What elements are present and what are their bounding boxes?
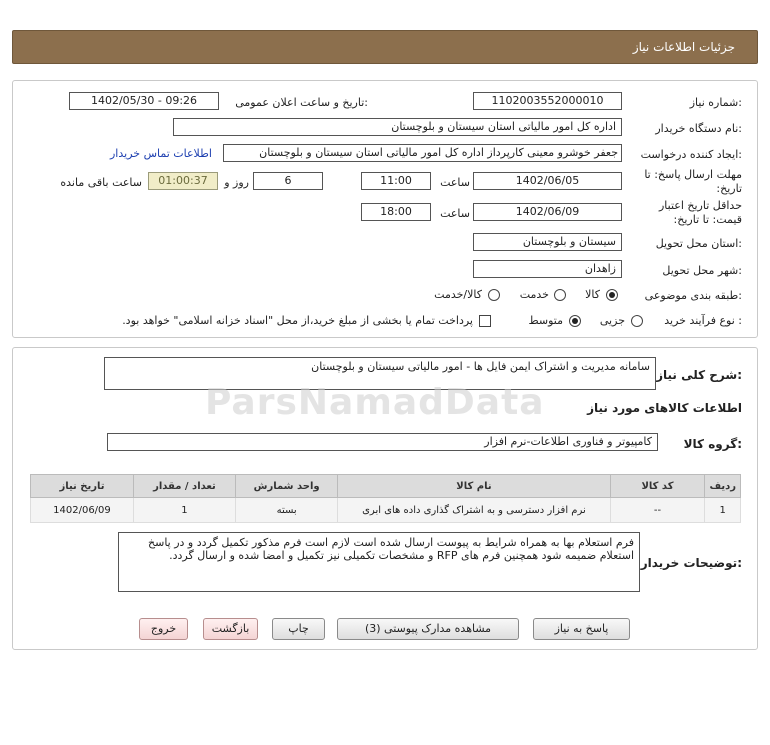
process-radio-medium[interactable] <box>569 315 581 327</box>
goods-table <box>30 474 741 523</box>
treasury-payment-checkbox[interactable] <box>479 315 491 327</box>
cell-quantity: 1 <box>133 498 235 523</box>
announce-label: تاریخ و ساعت اعلان عمومی: <box>235 96 368 109</box>
col-row-number: ردیف <box>705 475 741 498</box>
print-button[interactable]: چاپ <box>272 618 325 640</box>
reply-button[interactable]: پاسخ به نیاز <box>533 618 630 640</box>
process-option-medium: متوسط <box>528 314 563 327</box>
need-desc-field: سامانه مدیریت و اشتراک ایمن فایل ها - امور مالیاتی سیستان و بلوچستان <box>104 357 656 390</box>
delivery-province-label: استان محل تحویل: <box>655 237 742 250</box>
buyer-org-field: اداره کل امور مالیاتی استان سیستان و بلوچستان <box>173 118 622 136</box>
table-row <box>31 498 741 523</box>
reply-date-field: 1402/06/05 <box>473 172 622 190</box>
category-label: طبقه بندی موضوعی: <box>644 289 742 302</box>
col-goods-code: کد کالا <box>610 475 705 498</box>
validity-label: حداقل تاریخ اعتبار قیمت: تا تاریخ: <box>658 199 742 226</box>
validity-time-field: 18:00 <box>361 203 431 221</box>
cell-need-date: 1402/06/09 <box>31 498 134 523</box>
buyer-notes-field: فرم استعلام بها به همراه شرایط به پیوست ارسال شده است لازم است فرم مذکور تکمیل گردد و در پاسخ استعلام ضمیمه شود همچنین فرم های RFP و مشخصات تکمیلی نیز تکمیل و امضا شده و ارسال گردد. <box>118 532 640 592</box>
page-header <box>12 30 758 64</box>
days-label: روز و <box>224 176 249 189</box>
goods-group-label: گروه کالا: <box>683 437 742 451</box>
validity-time-label: ساعت <box>440 207 470 220</box>
process-radio-minor[interactable] <box>631 315 643 327</box>
category-radio-goods-service[interactable] <box>488 289 500 301</box>
announce-field: 1402/05/30 - 09:26 <box>69 92 219 110</box>
reply-time-label: ساعت <box>440 176 470 189</box>
col-quantity: تعداد / مقدار <box>133 475 235 498</box>
process-option-minor: جزیی <box>599 314 625 327</box>
days-field: 6 <box>253 172 323 190</box>
attachments-button[interactable]: مشاهده مدارک پیوستی (3) <box>337 618 519 640</box>
category-radio-service[interactable] <box>554 289 566 301</box>
watermark-logo: ParsNamadData <box>205 382 545 423</box>
buyer-org-label: نام دستگاه خریدار: <box>655 122 742 135</box>
back-button[interactable]: بازگشت <box>203 618 258 640</box>
category-option-service: خدمت <box>519 288 549 301</box>
delivery-city-field: زاهدان <box>473 260 622 278</box>
category-option-goods: کالا <box>585 288 600 301</box>
cell-unit: بسته <box>235 498 337 523</box>
cell-row-number: 1 <box>705 498 741 523</box>
delivery-city-label: شهر محل تحویل: <box>662 264 742 277</box>
payment-note: پرداخت تمام یا بخشی از مبلغ خرید،از محل "اسناد خزانه اسلامی" خواهد بود. <box>122 314 473 327</box>
remaining-time-field: 01:00:37 <box>148 172 218 190</box>
need-number-field: 1102003552000010 <box>473 92 622 110</box>
contact-buyer-link[interactable]: اطلاعات تماس خریدار <box>110 147 212 160</box>
buyer-notes-label: توضیحات خریدار: <box>640 556 742 570</box>
goods-group-field: کامپیوتر و فناوری اطلاعات-نرم افزار <box>107 433 658 451</box>
col-goods-name: نام کالا <box>338 475 610 498</box>
goods-info-title: اطلاعات کالاهای مورد نیاز <box>587 401 742 415</box>
cell-goods-name: نرم افزار دسترسی و به اشتراک گذاری داده های ابری <box>338 498 610 523</box>
page-title: جزئیات اطلاعات نیاز <box>632 40 735 54</box>
validity-date-field: 1402/06/09 <box>473 203 622 221</box>
need-number-label: شماره نیاز: <box>689 96 742 109</box>
category-radio-goods[interactable] <box>606 289 618 301</box>
reply-deadline-label: مهلت ارسال پاسخ: تا تاریخ: <box>644 168 742 195</box>
process-label: نوع فرآیند خرید : <box>664 314 742 327</box>
remaining-label: ساعت باقی مانده <box>60 176 142 189</box>
col-unit: واحد شمارش <box>235 475 337 498</box>
exit-button[interactable]: خروج <box>139 618 188 640</box>
requester-label: ایجاد کننده درخواست: <box>640 148 742 161</box>
category-option-goods-service: کالا/خدمت <box>434 288 482 301</box>
reply-time-field: 11:00 <box>361 172 431 190</box>
cell-goods-code: -- <box>610 498 705 523</box>
col-need-date: تاریخ نیاز <box>31 475 134 498</box>
delivery-province-field: سیستان و بلوچستان <box>473 233 622 251</box>
need-desc-label: شرح کلی نیاز: <box>656 368 742 382</box>
requester-field: جعفر خوشرو معینی کارپرداز اداره کل امور مالیاتی استان سیستان و بلوچستان <box>223 144 622 162</box>
table-header-row <box>31 475 741 498</box>
